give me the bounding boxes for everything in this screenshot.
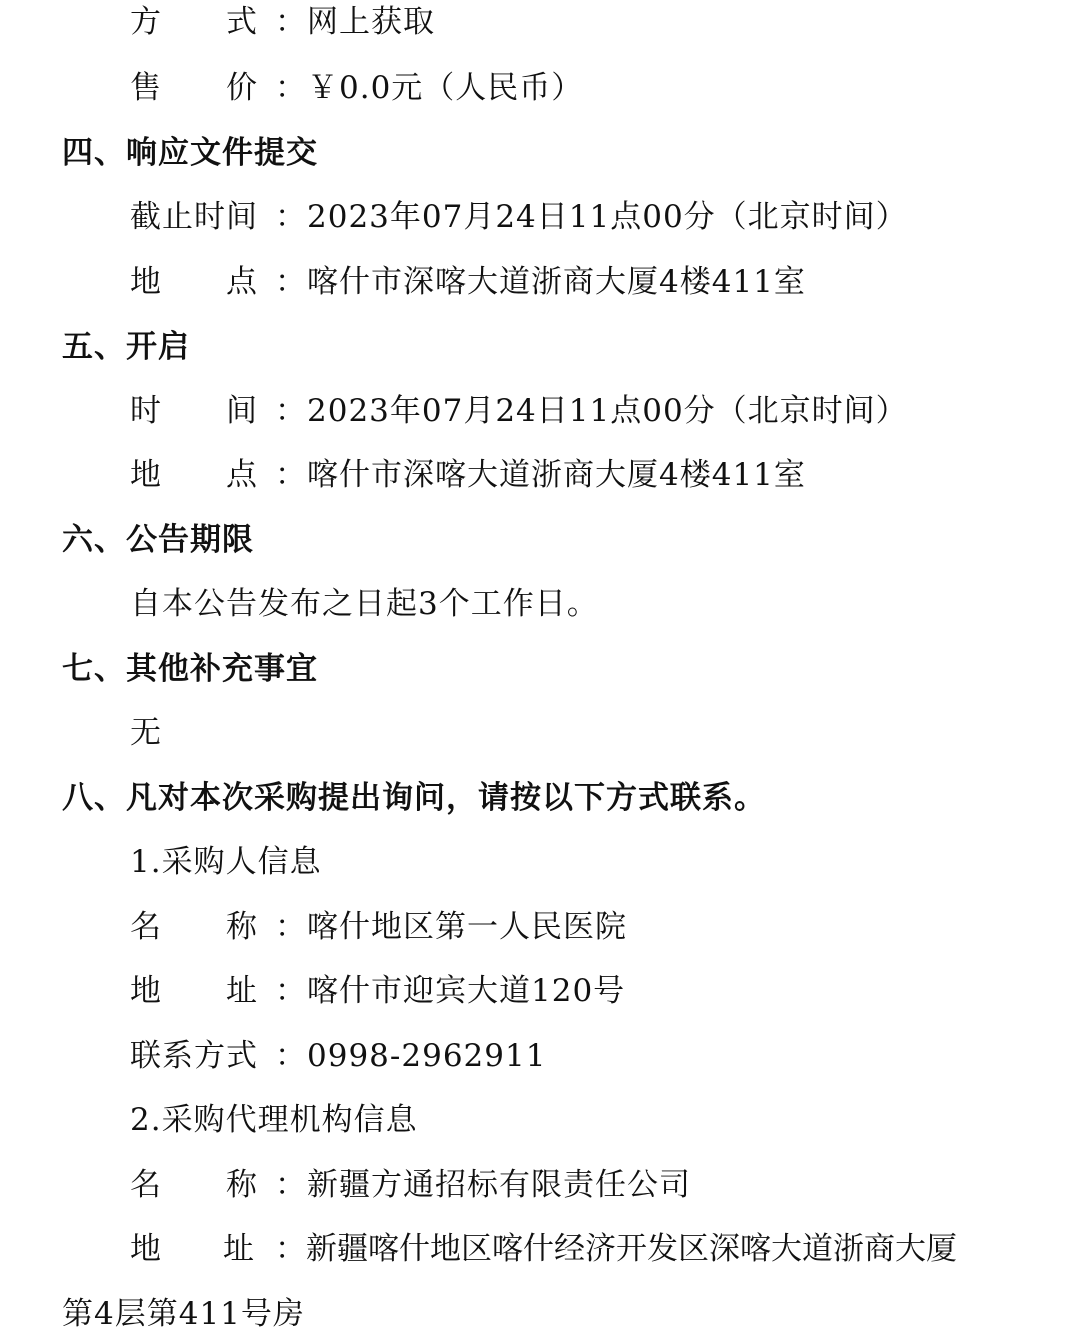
deadline-colon: ： bbox=[275, 199, 307, 235]
section-5-heading: 五、开启 bbox=[62, 329, 190, 365]
price-colon: ： bbox=[275, 70, 307, 106]
buyer-address-value: 喀什市迎宾大道120号 bbox=[307, 973, 626, 1009]
buyer-name-label: 名 称 bbox=[130, 909, 258, 945]
open-place-label: 地 点 bbox=[130, 457, 258, 493]
deadline-line bbox=[130, 197, 908, 237]
section-6-heading: 六、公告期限 bbox=[62, 522, 254, 558]
submit-place-value: 喀什市深喀大道浙商大厦4楼411室 bbox=[307, 264, 806, 300]
method-label: 方 式 bbox=[130, 4, 258, 40]
agency-address-line bbox=[130, 1229, 957, 1269]
agency-name-label: 名 称 bbox=[130, 1167, 258, 1203]
buyer-contact-label: 联系方式 bbox=[130, 1038, 258, 1074]
deadline-value: 2023年07月24日11点00分（北京时间） bbox=[307, 199, 908, 235]
deadline-label: 截止时间 bbox=[130, 199, 258, 235]
open-place-value: 喀什市深喀大道浙商大厦4楼411室 bbox=[307, 457, 806, 493]
submit-place-line bbox=[130, 262, 806, 302]
open-time-value: 2023年07月24日11点00分（北京时间） bbox=[307, 393, 908, 429]
section-7-heading: 七、其他补充事宜 bbox=[62, 651, 318, 687]
method-line bbox=[130, 2, 435, 42]
price-value: ￥0.0元（人民币） bbox=[307, 70, 584, 106]
section-8-heading: 八、凡对本次采购提出询问，请按以下方式联系。 bbox=[62, 780, 766, 816]
submit-place-colon: ： bbox=[275, 264, 307, 300]
open-time-label: 时 间 bbox=[130, 393, 258, 429]
open-place-colon: ： bbox=[275, 457, 307, 493]
supplement-text: 无 bbox=[130, 715, 162, 751]
agency-name-line bbox=[130, 1165, 691, 1205]
agency-address-colon: ： bbox=[275, 1231, 306, 1267]
buyer-name-value: 喀什地区第一人民医院 bbox=[307, 909, 627, 945]
price-line bbox=[130, 68, 583, 108]
submit-place-label: 地 点 bbox=[130, 264, 258, 300]
agency-address-continuation: 第4层第411号房 bbox=[62, 1296, 305, 1332]
agency-info-title: 2.采购代理机构信息 bbox=[130, 1102, 418, 1138]
buyer-contact-value: 0998-2962911 bbox=[307, 1038, 547, 1074]
buyer-name-colon: ： bbox=[275, 909, 307, 945]
method-colon: ： bbox=[275, 4, 307, 40]
buyer-name-line bbox=[130, 907, 627, 947]
notice-period-text: 自本公告发布之日起3个工作日。 bbox=[130, 586, 599, 622]
buyer-info-title: 1.采购人信息 bbox=[130, 844, 322, 880]
buyer-address-line bbox=[130, 971, 625, 1011]
section-4-heading: 四、响应文件提交 bbox=[62, 135, 318, 171]
open-time-colon: ： bbox=[275, 393, 307, 429]
buyer-contact-colon: ： bbox=[275, 1038, 307, 1074]
buyer-address-colon: ： bbox=[275, 973, 307, 1009]
agency-address-value: 新疆喀什地区喀什经济开发区深喀大道浙商大厦 bbox=[306, 1231, 957, 1267]
agency-address-label: 地 址 bbox=[130, 1231, 254, 1267]
price-label: 售 价 bbox=[130, 70, 258, 106]
method-value: 网上获取 bbox=[307, 4, 435, 40]
open-place-line bbox=[130, 455, 806, 495]
open-time-line bbox=[130, 391, 908, 431]
agency-name-value: 新疆方通招标有限责任公司 bbox=[307, 1167, 691, 1203]
agency-name-colon: ： bbox=[275, 1167, 307, 1203]
buyer-address-label: 地 址 bbox=[130, 973, 258, 1009]
buyer-contact-line bbox=[130, 1036, 546, 1076]
